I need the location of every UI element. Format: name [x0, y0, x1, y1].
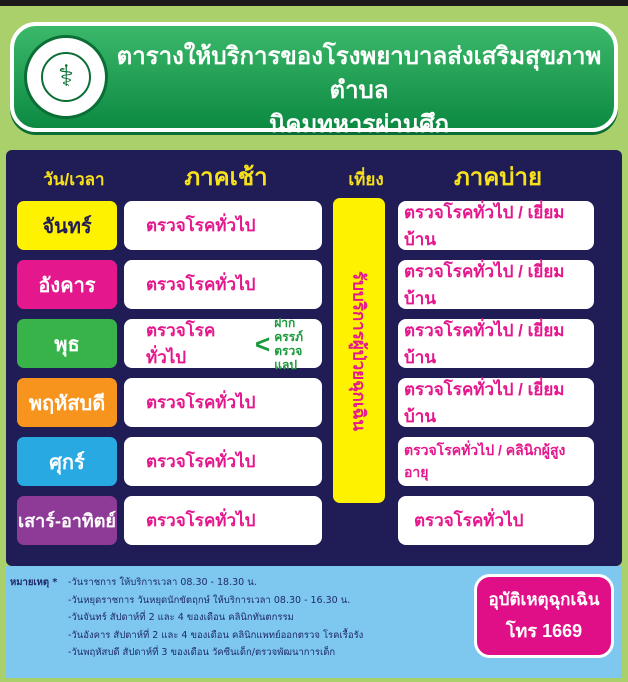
- afternoon-cell-thursday: ตรวจโรคทั่วไป / เยี่ยมบ้าน: [398, 378, 594, 427]
- day-label-weekend: เสาร์-อาทิตย์: [17, 496, 117, 545]
- morning-cell-monday: ตรวจโรคทั่วไป: [124, 201, 322, 250]
- day-label-monday: จันทร์: [17, 201, 117, 250]
- note-item: -วันพฤหัสบดี สัปดาห์ที่ 3 ของเดือน วัคซีนเด็ก/ตรวจพัฒนาการเด็ก: [68, 647, 336, 658]
- column-header-noon: เที่ยง: [348, 170, 384, 189]
- morning-cell-friday: ตรวจโรคทั่วไป: [124, 437, 322, 486]
- emergency-badge: [474, 574, 614, 658]
- afternoon-cell-monday: ตรวจโรคทั่วไป / เยี่ยมบ้าน: [398, 201, 594, 250]
- emergency-title: อุบัติเหตุฉุกเฉิน: [488, 590, 600, 609]
- column-header-afternoon: ภาคบ่าย: [453, 164, 543, 191]
- afternoon-cell-weekend: ตรวจโรคทั่วไป: [398, 496, 594, 545]
- top-edge-bar: [0, 0, 628, 6]
- notes-heading: หมายเหตุ *: [10, 577, 58, 588]
- note-item: -วันอังคาร สัปดาห์ที่ 2 และ 4 ของเดือน คลินิกแพทย์ออกตรวจ โรคเรื้อรัง: [68, 629, 364, 641]
- emergency-phone: โทร 1669: [505, 621, 583, 641]
- day-label-tuesday: อังคาร: [17, 260, 117, 309]
- page-title: [114, 40, 604, 142]
- title-line-1: ตารางให้บริการของโรงพยาบาลส่งเสริมสุขภาพตำบล: [116, 43, 602, 104]
- day-label-thursday: พฤหัสบดี: [17, 378, 117, 427]
- column-header-morning: ภาคเช้า: [184, 164, 268, 191]
- brace-icon: <: [255, 328, 271, 359]
- noon-emergency-bar: [333, 198, 385, 503]
- day-label-friday: ศุกร์: [17, 437, 117, 486]
- ministry-logo: [24, 35, 108, 119]
- day-label-wednesday: พุธ: [17, 319, 117, 368]
- morning-cell-wednesday: ตรวจโรคทั่วไป < ฝากครรภ์ ตรวจแลป: [124, 319, 322, 368]
- column-header-day: วัน/เวลา: [43, 170, 105, 189]
- afternoon-cell-friday: ตรวจโรคทั่วไป / คลินิกผู้สูงอายุ: [398, 437, 594, 486]
- note-item: -วันจันทร์ สัปดาห์ที่ 2 และ 4 ของเดือน คลินิกทันตกรรม: [68, 612, 294, 623]
- caduceus-icon: ⚕: [41, 52, 91, 102]
- schedule-panel: [6, 150, 622, 566]
- morning-cell-weekend: ตรวจโรคทั่วไป: [124, 496, 322, 545]
- morning-cell-thursday: ตรวจโรคทั่วไป: [124, 378, 322, 427]
- wednesday-extra-services: ฝากครรภ์ ตรวจแลป: [274, 315, 304, 372]
- morning-cell-tuesday: ตรวจโรคทั่วไป: [124, 260, 322, 309]
- notes-footer: [6, 566, 622, 678]
- title-line-2: นิคมทหารผ่านศึก: [269, 111, 449, 138]
- note-item: -วันหยุดราชการ วันหยุดนักขัตฤกษ์ ให้บริการเวลา 08.30 - 16.30 น.: [68, 594, 351, 606]
- header-banner: [10, 22, 618, 138]
- afternoon-cell-wednesday: ตรวจโรคทั่วไป / เยี่ยมบ้าน: [398, 319, 594, 368]
- notes-list: [10, 574, 470, 662]
- noon-service-label: รับบริการผู้ป่วยฉุกเฉิน: [349, 270, 369, 431]
- afternoon-cell-tuesday: ตรวจโรคทั่วไป / เยี่ยมบ้าน: [398, 260, 594, 309]
- note-item: หมายเหตุ * -วันราชการ ให้บริการเวลา 08.30 - 18.30 น.: [10, 574, 470, 592]
